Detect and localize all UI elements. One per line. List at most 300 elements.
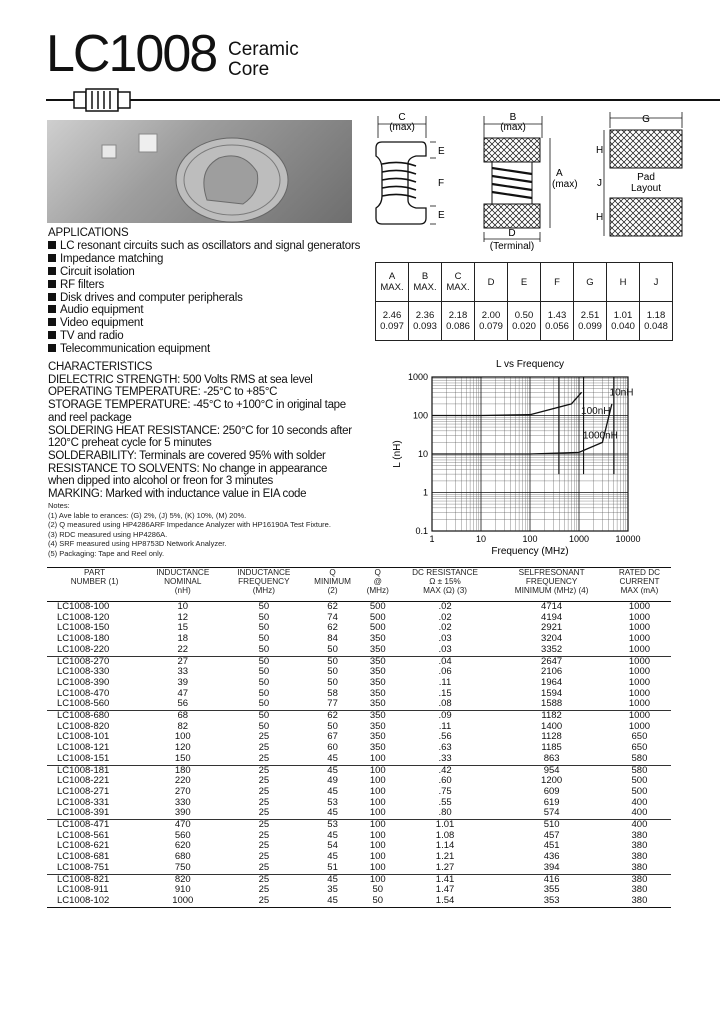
characteristic-item [48, 488, 354, 501]
series-label: 10nH [609, 387, 634, 399]
header-line: SELFRESONANT [518, 568, 585, 577]
y-axis-label: L (nH) [392, 440, 403, 468]
header-line: MINIMUM [314, 577, 351, 586]
table-cell: 25 [258, 752, 270, 764]
bullet-square-icon [48, 305, 56, 313]
table-cell: 680 [174, 851, 191, 863]
characteristic-item [48, 425, 354, 450]
part-number-cell: LC1008-751 [57, 861, 110, 873]
dim-value-mm: 2.51 [580, 310, 600, 321]
dim-value-inch: 0.093 [413, 321, 437, 332]
table-cell: 350 [369, 720, 386, 732]
characteristic-label: SOLDERABILITY: [48, 449, 137, 462]
table-cell: 1.08 [435, 829, 455, 841]
table-cell: 400 [631, 796, 648, 808]
y-tick-label: 1000 [407, 372, 428, 382]
characteristic-item [48, 374, 354, 387]
table-cell: 50 [258, 687, 270, 699]
table-cell: 100 [369, 851, 386, 863]
label-d-sub: (Terminal) [489, 241, 535, 252]
table-cell: 53 [304, 820, 360, 831]
dim-value-cell [574, 302, 607, 341]
table-cell: 1000 [628, 687, 651, 699]
parts-column-header [142, 568, 223, 602]
table-row [47, 602, 671, 613]
dimensions-header-row [376, 263, 673, 302]
part-number-cell: LC1008-151 [57, 752, 110, 764]
characteristic-text: -25°C to +85°C [200, 386, 278, 399]
note-item: (5) Packaging: Tape and Reel only. [48, 548, 165, 558]
table-cell: 58 [327, 687, 338, 699]
table-row [47, 656, 671, 667]
table-cell: 436 [543, 851, 560, 863]
characteristic-item [48, 463, 354, 488]
table-cell: 50 [258, 643, 270, 655]
part-number-cell: LC1008-911 [57, 884, 109, 896]
table-row [47, 743, 671, 754]
page-subtitle [228, 40, 299, 80]
part-number-cell: LC1008-470 [57, 687, 110, 699]
table-cell: .02 [438, 622, 452, 634]
part-number-cell: LC1008-150 [57, 622, 110, 634]
table-cell: 350 [369, 633, 386, 645]
part-number-cell: LC1008-121 [57, 742, 110, 754]
table-cell: 350 [369, 666, 386, 678]
label-f: F [438, 178, 445, 189]
table-cell: 50 [258, 622, 270, 634]
y-tick-label: 10 [417, 449, 428, 459]
table-cell: 1000 [628, 611, 651, 623]
table-cell: .60 [438, 775, 452, 787]
dim-value-inch: 0.099 [578, 321, 602, 332]
table-cell: .03 [438, 643, 452, 655]
header-line: (2) [327, 586, 338, 595]
dimensions-table [375, 262, 673, 341]
application-item [48, 279, 360, 292]
table-cell: 750 [174, 861, 191, 873]
table-cell: 100 [369, 840, 386, 852]
dim-value-cell [475, 302, 508, 341]
part-number-cell: LC1008-821 [47, 874, 142, 885]
table-cell: 25 [223, 896, 304, 907]
header-line: (nH) [174, 586, 191, 595]
table-cell: 3352 [541, 643, 563, 655]
table-row [47, 754, 671, 765]
table-cell: 380 [631, 884, 648, 896]
chart-svg [380, 357, 660, 557]
table-row [47, 732, 671, 743]
header-line: Q [374, 568, 381, 577]
x-tick-label: 10 [475, 534, 487, 544]
application-item [48, 304, 360, 317]
table-row [47, 765, 671, 776]
dim-value-inch: 0.056 [545, 321, 569, 332]
table-cell: 100 [369, 829, 386, 841]
characteristics-section [48, 361, 354, 501]
note-item: (2) Q measured using HP4286ARF Impedance Analyzer with HP16190A Test Fixture. [48, 520, 331, 530]
characteristics-heading: CHARACTERISTICS [48, 361, 153, 373]
table-row [47, 678, 671, 689]
table-cell: .08 [438, 698, 452, 710]
dim-header-letter: E [520, 276, 528, 288]
table-cell: 470 [142, 820, 223, 831]
table-cell: 100 [369, 807, 386, 819]
dim-value-mm: 1.43 [547, 310, 567, 321]
y-tick-label: 100 [412, 410, 428, 421]
table-row [47, 634, 671, 645]
product-photo [47, 120, 352, 223]
dim-header-cell [607, 263, 640, 302]
table-cell: 2647 [495, 656, 608, 667]
table-cell: 1000 [628, 643, 651, 655]
dim-value-cell [640, 302, 673, 341]
chart-title: L vs Frequency [496, 359, 564, 370]
table-cell: 49 [327, 775, 338, 787]
table-cell: 50 [223, 656, 304, 667]
part-number-cell: LC1008-220 [57, 643, 110, 655]
table-cell: 25 [258, 731, 270, 743]
application-text: Impedance matching [60, 252, 164, 265]
dim-value-mm: 2.46 [382, 310, 402, 321]
note-item: (1) Ave lable to erances: (G) 2%, (J) 5%, (K) 10%, (M) 20%. [48, 510, 247, 520]
dim-header-letter: H [619, 276, 627, 288]
note-item: (4) SRF measured using HP8753D Network Analyzer. [48, 539, 227, 549]
dimension-drawings [360, 108, 720, 260]
table-cell: 620 [174, 840, 191, 852]
dim-value-cell [376, 302, 409, 341]
x-tick-label: 100 [522, 534, 538, 544]
application-item [48, 343, 360, 356]
table-cell: 270 [174, 785, 191, 797]
series-label: 100nH [581, 405, 611, 417]
dim-header-cell [541, 263, 574, 302]
dim-header-cell [574, 263, 607, 302]
characteristic-label: DIELECTRIC STRENGTH: [48, 373, 181, 386]
parts-column-header [361, 568, 395, 602]
application-text: TV and radio [60, 330, 124, 343]
table-cell: 500 [369, 622, 386, 634]
table-cell: 820 [142, 874, 223, 885]
table-cell: 1.47 [435, 884, 455, 896]
table-cell: 500 [369, 611, 386, 623]
label-pad: Pad [637, 172, 655, 183]
label-h-bottom: H [596, 212, 604, 223]
notes-list [48, 511, 331, 559]
table-cell: 863 [543, 752, 560, 764]
characteristic-text: Terminals are covered 95% with solder [136, 449, 326, 462]
table-cell: 350 [369, 676, 386, 688]
table-cell: 50 [327, 676, 338, 688]
characteristic-item [48, 386, 354, 399]
header-line: @ [373, 577, 382, 586]
characteristic-label: OPERATING TEMPERATURE: [48, 386, 201, 399]
table-cell: 1000 [628, 633, 651, 645]
table-cell: 350 [369, 731, 386, 743]
table-cell: 1964 [541, 676, 563, 688]
table-cell: 500 [369, 601, 386, 612]
table-cell: 25 [223, 874, 304, 885]
part-number-cell: LC1008-180 [57, 633, 110, 645]
dim-header-letter: C [454, 271, 462, 282]
dim-header-cell [442, 263, 475, 302]
table-cell: 416 [495, 874, 608, 885]
table-cell: 350 [361, 711, 395, 722]
table-cell: 25 [258, 851, 270, 863]
part-number-cell: LC1008-331 [57, 796, 110, 808]
table-row [47, 645, 671, 656]
x-tick-label: 1000 [568, 534, 590, 544]
inductor-symbol-icon [74, 89, 130, 111]
part-number-cell: LC1008-270 [47, 656, 142, 667]
table-row [47, 896, 671, 907]
table-cell: 350 [369, 742, 386, 754]
table-cell: 50 [361, 896, 395, 907]
table-cell: 380 [608, 874, 671, 885]
table-cell: 1000 [608, 656, 671, 667]
table-cell: 100 [174, 731, 191, 743]
subtitle-line-1: Ceramic [228, 39, 299, 60]
table-cell: 1400 [541, 720, 563, 732]
table-cell: 50 [372, 884, 384, 896]
dim-header-max: MAX. [446, 282, 470, 293]
label-layout: Layout [630, 183, 662, 194]
table-cell: 100 [369, 861, 386, 873]
table-cell: 355 [543, 884, 560, 896]
table-cell: 350 [369, 698, 386, 710]
dim-value-inch: 0.040 [611, 321, 635, 332]
bullet-square-icon [48, 318, 56, 326]
table-cell: 500 [631, 775, 648, 787]
table-cell: 1.41 [395, 874, 496, 885]
table-cell: 74 [327, 611, 338, 623]
label-b: B [509, 112, 517, 123]
table-cell: 394 [543, 861, 560, 873]
table-cell: 1185 [541, 742, 562, 754]
table-cell: 1128 [541, 731, 562, 743]
table-cell: 45 [327, 851, 338, 863]
header-line: FREQUENCY [525, 577, 578, 586]
part-number-cell: LC1008-102 [47, 896, 142, 907]
part-number-cell: LC1008-681 [57, 851, 110, 863]
table-cell: .11 [438, 676, 452, 688]
characteristic-label: STORAGE TEMPERATURE: [48, 399, 191, 412]
label-a-sub: (max) [552, 179, 578, 190]
table-row [47, 613, 671, 624]
table-cell: 15 [177, 622, 189, 634]
table-cell: 100 [361, 874, 395, 885]
dim-value-inch: 0.097 [380, 321, 404, 332]
table-cell: 18 [177, 633, 189, 645]
table-cell: 1000 [628, 720, 651, 732]
table-cell: 2106 [541, 666, 563, 678]
header-line: MAX (mA) [620, 586, 659, 595]
chip-inductor-small [102, 145, 116, 158]
table-cell: 330 [174, 796, 191, 808]
table-cell: 380 [631, 861, 648, 873]
table-cell: 1200 [541, 775, 563, 787]
table-cell: 3204 [541, 633, 563, 645]
application-text: LC resonant circuits such as oscillators and signal generators [60, 239, 361, 252]
table-cell: 50 [258, 676, 270, 688]
dim-value-mm: 1.18 [646, 310, 666, 321]
characteristics-list [48, 374, 354, 501]
table-row [47, 841, 671, 852]
label-c: C [398, 112, 406, 123]
part-number-cell: LC1008-221 [57, 775, 110, 787]
chip-inductor-large [139, 134, 157, 152]
characteristic-text: 500 Volts RMS at sea level [180, 373, 313, 386]
dim-header-letter: G [586, 276, 594, 288]
table-cell: 510 [495, 820, 608, 831]
part-number-cell: LC1008-330 [57, 666, 110, 678]
table-row [47, 852, 671, 863]
parts-column-header [47, 568, 142, 602]
table-cell: 380 [608, 896, 671, 907]
dim-value-mm: 2.18 [448, 310, 468, 321]
header-line: INDUCTANCE [237, 568, 291, 577]
table-cell: 45 [327, 785, 338, 797]
table-cell: 560 [174, 829, 191, 841]
table-cell: 50 [327, 720, 338, 732]
table-cell: 650 [631, 742, 648, 754]
table-cell: .56 [438, 731, 452, 743]
part-number-cell: LC1008-100 [57, 601, 110, 612]
table-cell: 2921 [541, 622, 563, 634]
page-title: LC1008 [46, 25, 217, 83]
table-cell: 50 [258, 611, 270, 623]
header-line: DC RESISTANCE [412, 568, 478, 577]
table-cell: 25 [258, 861, 270, 873]
table-cell: 1.21 [435, 851, 455, 863]
table-cell: 380 [631, 851, 648, 863]
table-cell: 1000 [142, 896, 223, 907]
applications-section [48, 227, 360, 356]
table-row [47, 776, 671, 787]
header-line: (MHz) [252, 586, 275, 595]
dim-value-cell [442, 302, 475, 341]
table-cell: 1000 [628, 622, 651, 634]
table-row [47, 798, 671, 809]
table-cell: 68 [142, 711, 223, 722]
table-row [47, 699, 671, 710]
table-cell: 25 [258, 829, 270, 841]
part-number-cell: LC1008-181 [47, 765, 142, 776]
table-cell: 51 [327, 861, 338, 873]
application-item [48, 292, 360, 305]
table-row [47, 808, 671, 819]
table-cell: 451 [543, 840, 560, 852]
table-cell: .15 [438, 687, 452, 699]
applications-list [48, 240, 360, 356]
table-cell: .02 [438, 611, 452, 623]
table-cell: 100 [369, 785, 386, 797]
label-a: A [556, 168, 563, 179]
table-cell: 220 [174, 775, 191, 787]
table-row [47, 689, 671, 700]
table-cell: 82 [177, 720, 189, 732]
table-row [47, 863, 671, 874]
label-j: J [597, 178, 602, 189]
characteristic-text: Marked with inductance value in EIA code [102, 488, 307, 501]
part-number-cell: LC1008-621 [57, 840, 110, 852]
y-tick-label: 0.1 [415, 526, 428, 536]
table-cell: 400 [631, 807, 648, 819]
characteristic-text: No change in appearance when dipped into alcohol or freon for 3 minutes [48, 462, 328, 488]
bullet-square-icon [48, 241, 56, 249]
bullet-square-icon [48, 331, 56, 339]
table-cell: 35 [327, 884, 338, 896]
note-item: (3) RDC measured using HP4286A. [48, 529, 168, 539]
y-tick-label: 1 [422, 487, 428, 498]
l-vs-frequency-chart [380, 357, 660, 562]
header-line: Ω ± 15% [429, 577, 461, 586]
header-line: MINIMUM (MHz) (4) [514, 586, 589, 595]
dim-header-cell [376, 263, 409, 302]
table-cell: 400 [608, 820, 671, 831]
label-g: G [642, 114, 650, 125]
header-line: INDUCTANCE [156, 568, 210, 577]
dim-value-mm: 1.01 [613, 310, 633, 321]
product-photo-illustration [47, 120, 352, 223]
parts-table-header [47, 568, 671, 602]
header-line: Q [329, 568, 336, 577]
characteristic-text: -45°C to +100°C in original tape and reel package [48, 399, 346, 424]
table-cell: 50 [223, 711, 304, 722]
bullet-square-icon [48, 280, 56, 288]
application-text: Video equipment [60, 317, 144, 330]
table-cell: 1000 [628, 666, 651, 678]
table-cell: 25 [258, 884, 270, 896]
table-cell: 457 [543, 829, 560, 841]
table-cell: 27 [142, 656, 223, 667]
label-e-top: E [438, 146, 445, 157]
header-line: (MHz) [366, 586, 389, 595]
table-cell: 1000 [628, 698, 651, 710]
table-cell: 50 [258, 666, 270, 678]
table-cell: 12 [177, 611, 189, 623]
table-cell: 45 [327, 807, 338, 819]
table-cell: .80 [438, 807, 452, 819]
table-cell: 60 [327, 742, 338, 754]
table-cell: .42 [395, 765, 496, 776]
characteristic-label: SOLDERING HEAT RESISTANCE: [48, 424, 220, 437]
dim-header-letter: D [487, 276, 495, 288]
table-cell: .33 [438, 752, 452, 764]
dim-header-max: MAX. [413, 282, 437, 293]
table-cell: 100 [369, 752, 386, 764]
table-cell: 100 [369, 796, 386, 808]
table-cell: .02 [438, 601, 452, 612]
dim-header-cell [475, 263, 508, 302]
application-item [48, 240, 360, 253]
table-cell: 150 [174, 752, 191, 764]
table-cell: 350 [369, 643, 386, 655]
part-number-cell: LC1008-561 [57, 829, 110, 841]
part-number-cell: LC1008-471 [47, 820, 142, 831]
parts-column-header [608, 568, 671, 602]
table-cell: .09 [395, 711, 496, 722]
table-cell: 380 [631, 840, 648, 852]
bullet-square-icon [48, 267, 56, 275]
table-cell: 954 [495, 765, 608, 776]
table-row [47, 820, 671, 831]
application-text: RF filters [60, 278, 105, 291]
table-cell: .04 [395, 656, 496, 667]
part-number-cell: LC1008-820 [57, 720, 110, 732]
dim-value-mm: 0.50 [514, 310, 534, 321]
header-line: NOMINAL [164, 577, 202, 586]
dim-value-cell [607, 302, 640, 341]
